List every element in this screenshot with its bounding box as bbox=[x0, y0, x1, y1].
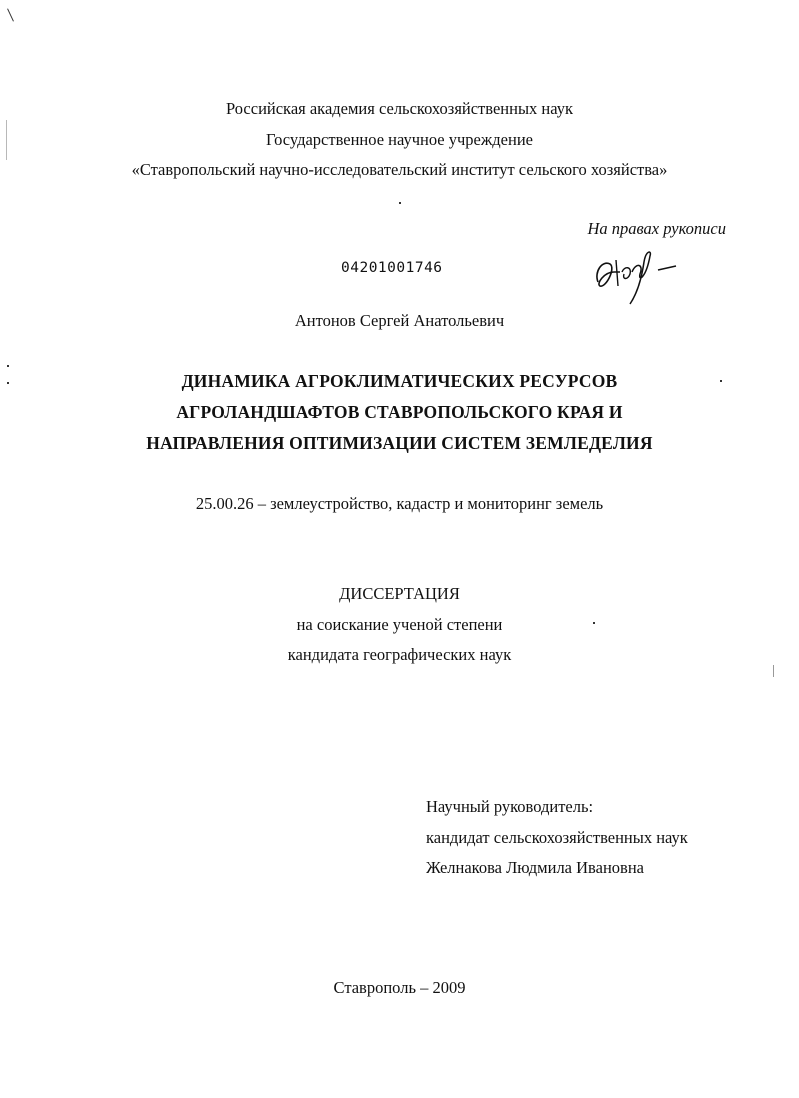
scan-mark bbox=[7, 365, 9, 367]
scan-mark bbox=[7, 8, 14, 21]
place-year: Ставрополь – 2009 bbox=[333, 978, 466, 997]
header-line-institution: Государственное научное учреждение bbox=[266, 130, 533, 149]
catalog-number: 04201001746 bbox=[341, 260, 443, 276]
advisor-degree: кандидат сельскохозяйственных наук bbox=[426, 828, 688, 847]
signature-icon bbox=[588, 242, 678, 308]
work-type-heading: ДИССЕРТАЦИЯ bbox=[339, 584, 460, 603]
scan-mark bbox=[399, 202, 401, 204]
scan-mark bbox=[773, 665, 774, 677]
work-type-line-1: на соискание ученой степени bbox=[296, 615, 503, 634]
header-line-institute: «Ставропольский научно-исследовательский институт сельского хозяйства» bbox=[131, 160, 668, 179]
title-line-3: НАПРАВЛЕНИЯ ОПТИМИЗАЦИИ СИСТЕМ ЗЕМЛЕДЕЛИЯ bbox=[146, 433, 653, 453]
specialty-code: 25.00.26 – землеустройство, кадастр и мониторинг земель bbox=[195, 494, 604, 513]
title-line-1: ДИНАМИКА АГРОКЛИМАТИЧЕСКИХ РЕСУРСОВ bbox=[181, 371, 618, 391]
work-type-line-2: кандидата географических наук bbox=[287, 645, 512, 664]
author-name: Антонов Сергей Анатольевич bbox=[294, 311, 505, 330]
header-line-academy: Российская академия сельскохозяйственных наук bbox=[226, 99, 573, 118]
title-line-2: АГРОЛАНДШАФТОВ СТАВРОПОЛЬСКОГО КРАЯ И bbox=[176, 402, 623, 422]
rights-note: На правах рукописи bbox=[587, 219, 726, 238]
advisor-name: Желнакова Людмила Ивановна bbox=[426, 858, 644, 877]
advisor-label: Научный руководитель: bbox=[426, 797, 594, 816]
